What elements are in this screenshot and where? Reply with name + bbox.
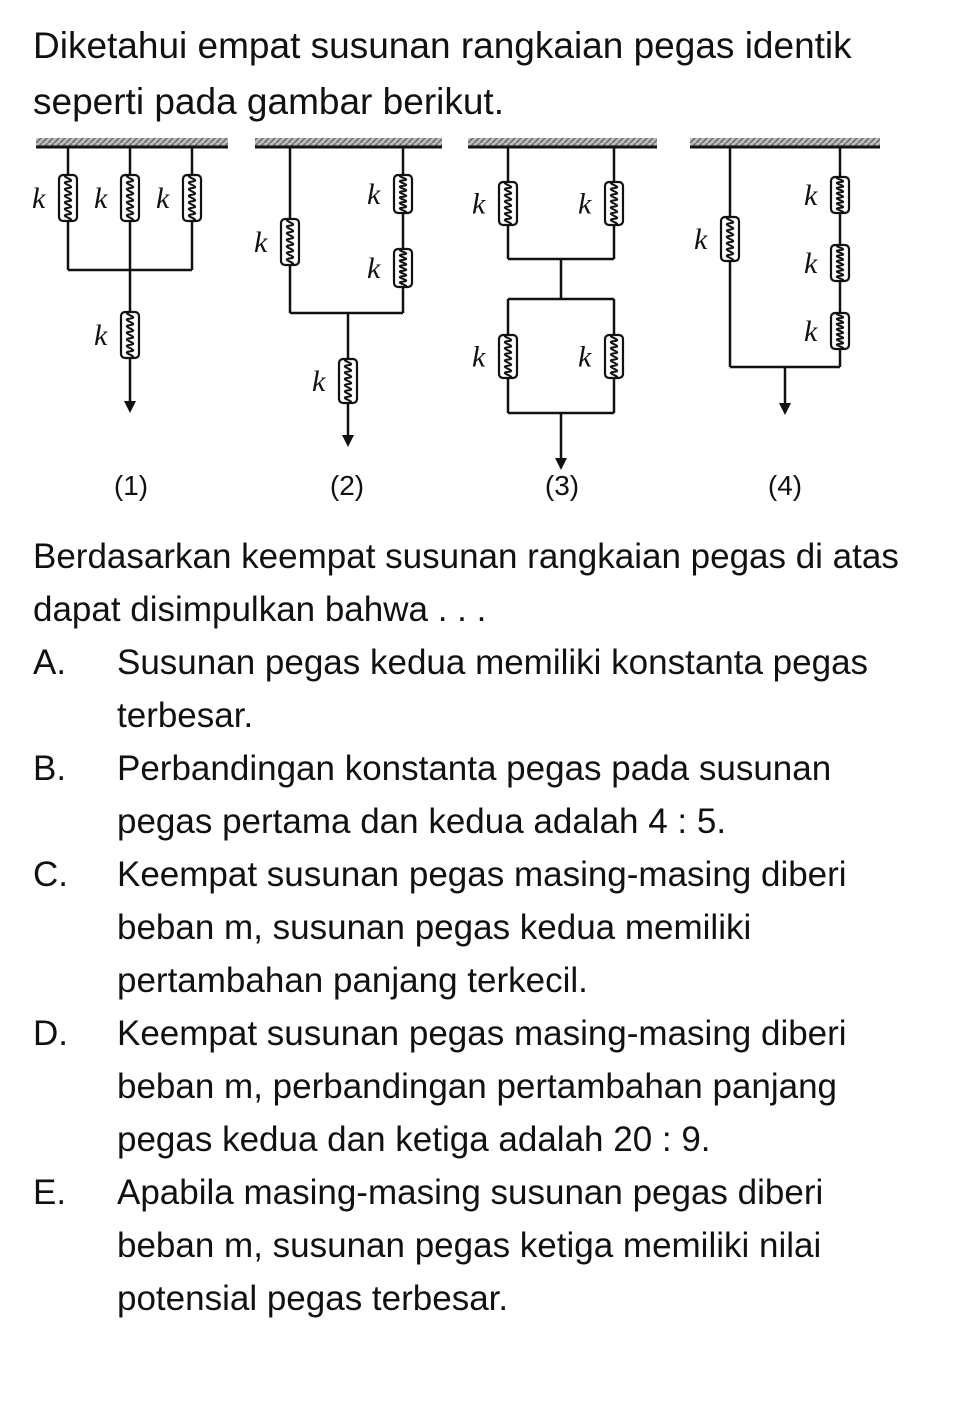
option-a[interactable] — [33, 636, 918, 742]
spring-constant-label: k — [367, 252, 381, 285]
spring-coil — [345, 359, 351, 403]
spring-coil — [837, 313, 843, 349]
option-e-text: Apabila masing-masing susunan pegas diberi beban m, susunan pegas ketiga memiliki nilai potensial pegas terbesar. — [117, 1173, 824, 1318]
option-c[interactable] — [33, 848, 918, 1007]
spring-constant-label: k — [804, 315, 818, 348]
spring-constant-label: k — [578, 187, 592, 221]
spring-constant-label: k — [694, 223, 708, 256]
spring-constant-label: k — [472, 340, 486, 374]
spring-coil — [727, 217, 733, 261]
ceiling-hatch — [690, 138, 880, 146]
spring-constant-label: k — [156, 182, 170, 215]
spring-coil — [505, 335, 511, 378]
arrow-head — [555, 458, 567, 470]
spring-constant-label: k — [32, 182, 46, 215]
spring-coil — [611, 335, 617, 378]
arrow-head — [342, 435, 354, 447]
spring-coil — [837, 245, 843, 281]
question-text: Berdasarkan keempat susunan rangkaian pegas di atas dapat disimpulkan bahwa . . . — [33, 537, 899, 629]
spring-constant-label: k — [804, 247, 818, 280]
option-e-letter: E. — [33, 1173, 67, 1212]
spring-constant-label: k — [94, 319, 108, 352]
spring-coil — [611, 182, 617, 225]
ceiling-hatch — [468, 138, 657, 146]
option-c-letter: C. — [33, 855, 68, 894]
figure-label-3: (3) — [544, 470, 580, 501]
ceiling-hatch — [36, 138, 228, 146]
figure-label-4: (4) — [767, 470, 803, 501]
spring-coil — [837, 177, 843, 213]
spring-coil — [65, 175, 71, 221]
arrow-head — [124, 401, 136, 413]
spring-constant-label: k — [312, 365, 326, 398]
answer-options — [33, 636, 918, 1325]
spring-constant-label: k — [367, 178, 381, 211]
spring-coil — [127, 175, 133, 221]
option-d-letter: D. — [33, 1014, 68, 1053]
spring-arrangements-figure — [0, 125, 975, 510]
spring-constant-label: k — [254, 226, 268, 259]
option-b-letter: B. — [33, 749, 67, 788]
spring-coil — [400, 249, 406, 287]
option-c-text: Keempat susunan pegas masing-masing diberi beban m, susunan pegas kedua memiliki pertambahan panjang terkecil. — [117, 855, 847, 1000]
ceiling-hatch — [255, 138, 442, 146]
option-d-text: Keempat susunan pegas masing-masing diberi beban m, perbandingan pertambahan panjang pegas kedua dan ketiga adalah 20 : 9. — [117, 1014, 847, 1159]
option-b-text: Perbandingan konstanta pegas pada susunan pegas pertama dan kedua adalah 4 : 5. — [117, 749, 832, 841]
intro-text: Diketahui empat susunan rangkaian pegas identik seperti pada gambar berikut. — [33, 25, 852, 122]
figure-label-2: (2) — [329, 470, 365, 501]
spring-coil — [400, 175, 406, 213]
spring-coil — [287, 219, 293, 265]
arrow-head — [779, 403, 791, 415]
spring-constant-label: k — [804, 179, 818, 212]
spring-coil — [189, 175, 195, 221]
spring-constant-label: k — [472, 187, 486, 221]
spring-coil — [505, 182, 511, 225]
option-e[interactable] — [33, 1166, 918, 1325]
figure-label-1: (1) — [113, 470, 149, 501]
option-b[interactable] — [33, 742, 918, 848]
option-a-text: Susunan pegas kedua memiliki konstanta pegas terbesar. — [117, 643, 869, 735]
spring-constant-label: k — [578, 340, 592, 374]
spring-coil — [127, 312, 133, 358]
option-d[interactable] — [33, 1007, 918, 1166]
option-a-letter: A. — [33, 643, 67, 682]
spring-constant-label: k — [94, 182, 108, 215]
